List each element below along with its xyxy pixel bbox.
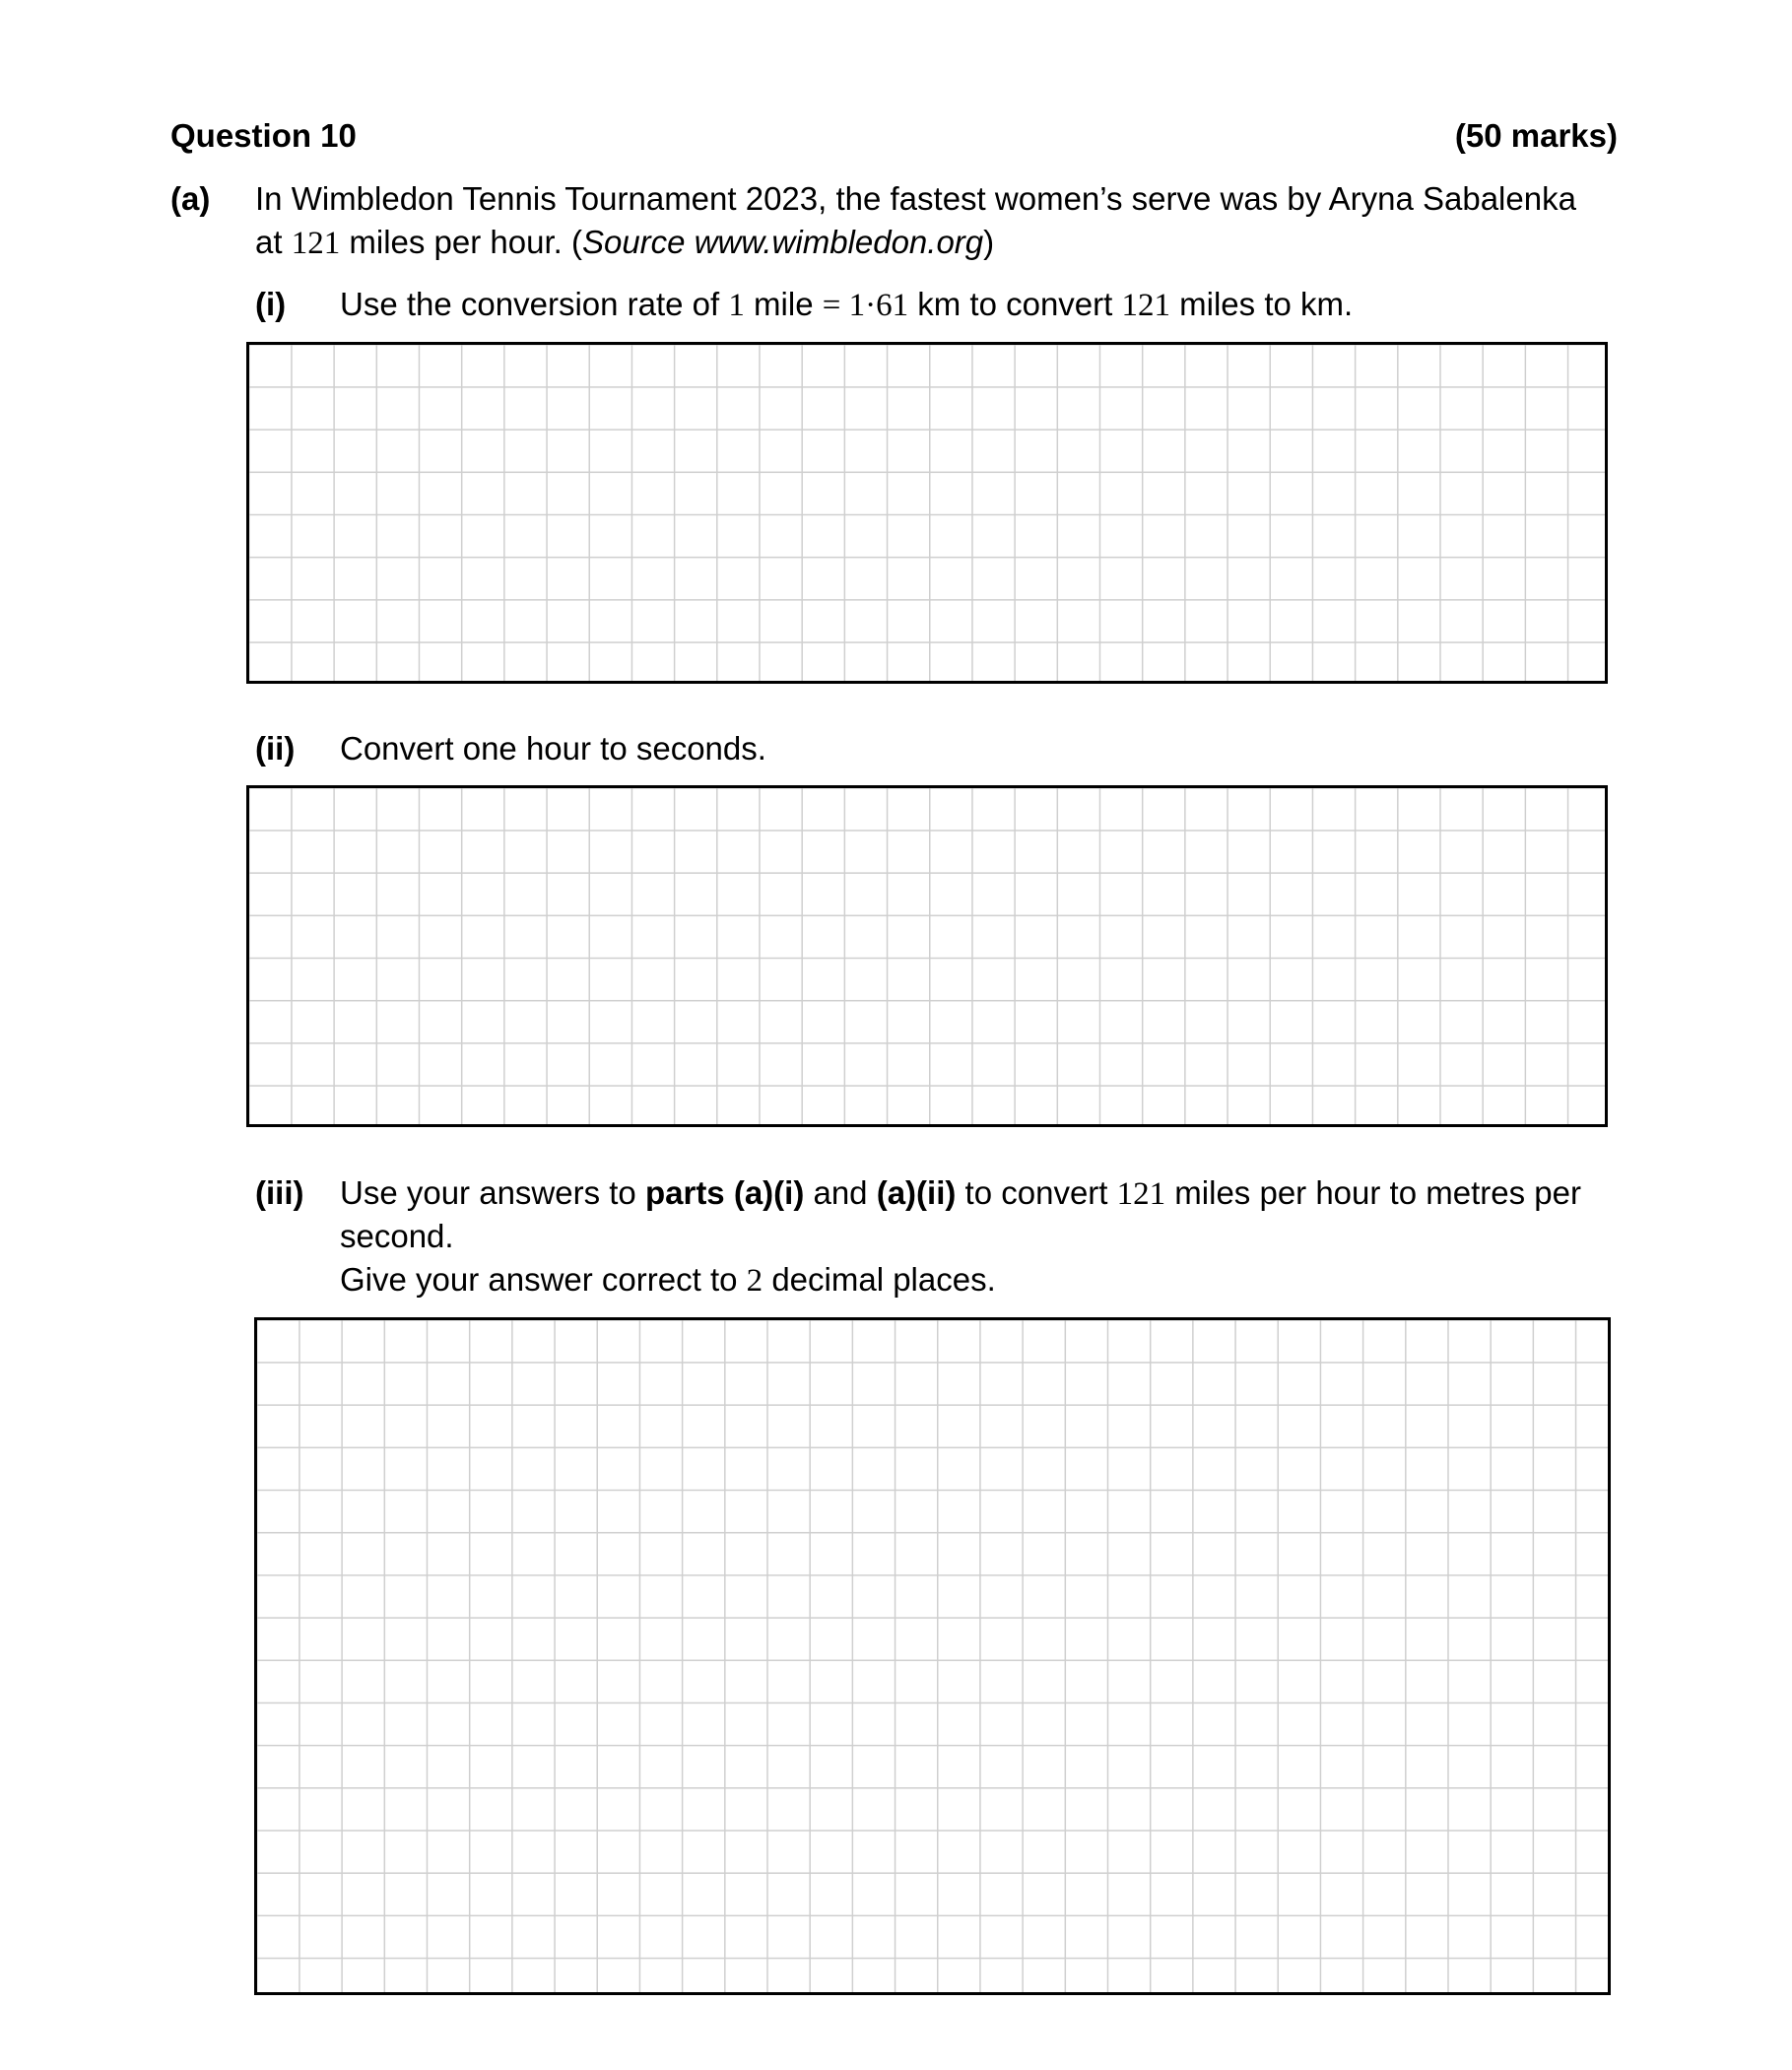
part-a-line2-end: ): [983, 224, 995, 260]
answer-box-i[interactable]: [246, 342, 1608, 684]
sub-iii-label: (iii): [255, 1174, 304, 1211]
sub-iii-line2: second.: [340, 1218, 454, 1254]
sub-i-text-2: mile: [744, 286, 823, 322]
question-marks: (50 marks): [1454, 117, 1618, 154]
part-a-line2-mid: miles per hour. (: [340, 224, 582, 260]
sub-i-text-1: Use the conversion rate of: [340, 286, 729, 322]
sub-iii-line3-text-2: decimal places.: [763, 1261, 996, 1298]
answer-box-ii[interactable]: [246, 785, 1608, 1127]
part-a-line2-prefix: at: [255, 224, 292, 260]
sub-i-text-3: km to convert: [908, 286, 1122, 322]
sub-i-label: (i): [255, 286, 287, 322]
sub-i-text-4: miles to km.: [1169, 286, 1354, 322]
part-a-source: Source www.wimbledon.org: [581, 224, 984, 260]
sub-i-math-1: 1: [728, 288, 745, 323]
sub-iii-text-1: Use your answers to: [340, 1174, 645, 1211]
part-a-speed-value: 121: [291, 226, 341, 261]
part-a-line1: In Wimbledon Tennis Tournament 2023, the fastest women’s serve was by Aryna Sabalenka: [255, 180, 1576, 217]
sub-iii-line3-text-1: Give your answer correct to: [340, 1261, 747, 1298]
sub-iii-line1: [340, 1171, 1581, 1216]
sub-iii-text-3: to convert: [956, 1174, 1117, 1211]
sub-iii-math-1: 121: [1116, 1176, 1166, 1212]
sub-i-math-3: 121: [1121, 288, 1170, 323]
question-title: Question 10: [170, 117, 357, 154]
part-a-line2: [255, 221, 994, 265]
sub-iii-bold-1: parts (a)(i): [644, 1174, 805, 1211]
sub-iii-bold-2: (a)(ii): [876, 1174, 957, 1211]
sub-i-question: [340, 283, 1353, 327]
answer-box-iii[interactable]: [254, 1317, 1611, 1995]
sub-ii-label: (ii): [255, 730, 296, 767]
sub-iii-text-4: miles per hour to metres per: [1165, 1174, 1581, 1211]
sub-iii-text-2: and: [804, 1174, 877, 1211]
sub-iii-line3-math: 2: [746, 1263, 763, 1299]
sub-iii-line3: [340, 1258, 996, 1302]
part-a-label: (a): [170, 180, 211, 217]
sub-ii-question: Convert one hour to seconds.: [340, 730, 766, 767]
sub-i-math-2: = 1·61: [822, 288, 909, 323]
